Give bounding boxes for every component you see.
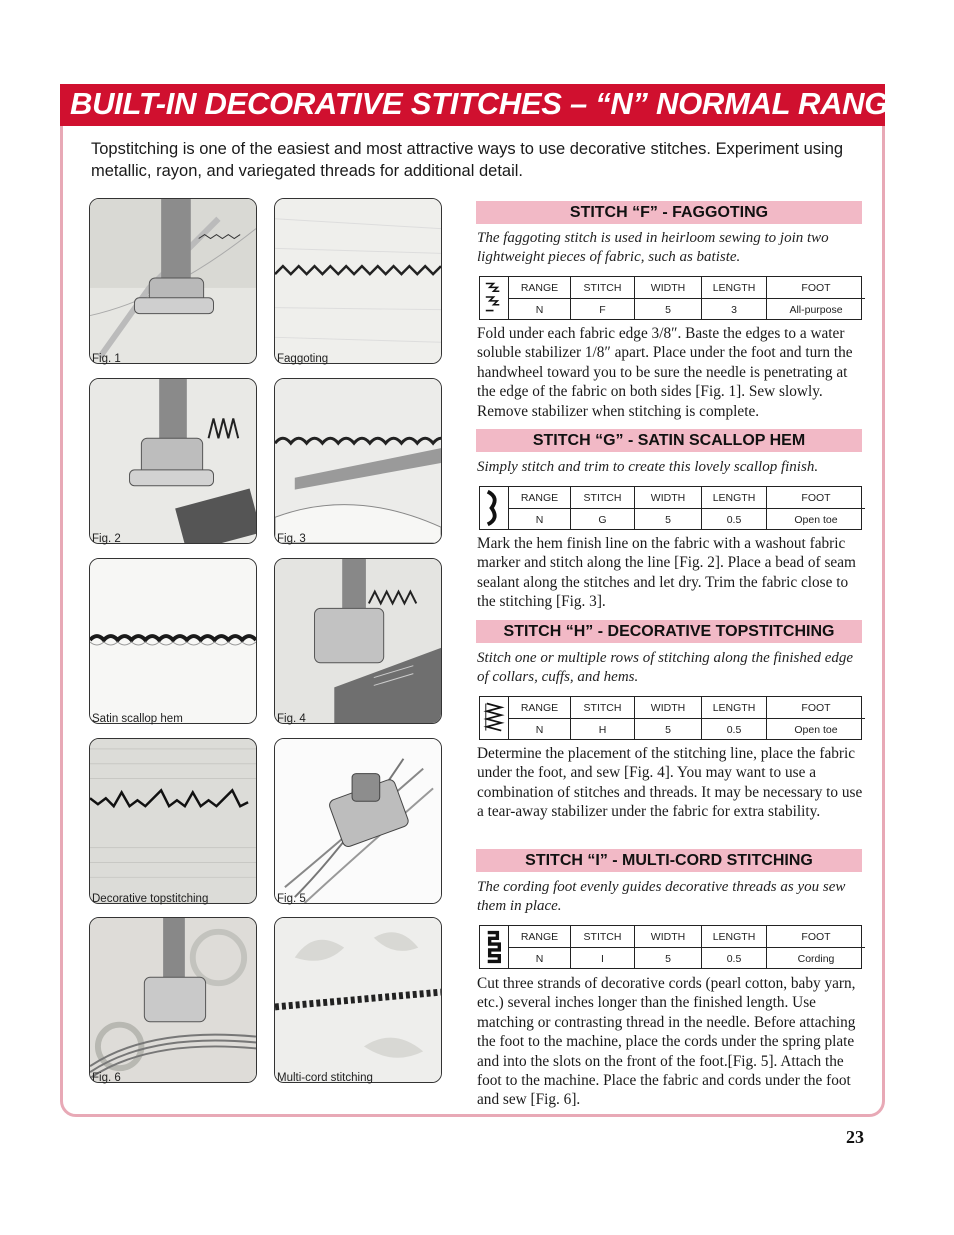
table-cell: 0.5 xyxy=(702,509,767,531)
figure-caption: Faggoting xyxy=(277,353,329,365)
table-header: RANGE xyxy=(509,926,571,948)
table-header: RANGE xyxy=(509,277,571,299)
table-cell: N xyxy=(509,719,571,741)
figure-caption: Fig. 4 xyxy=(277,713,306,725)
table-cell: 5 xyxy=(635,948,702,970)
stitch-settings-table xyxy=(479,925,862,969)
table-header: RANGE xyxy=(509,697,571,719)
table-header: FOOT xyxy=(767,697,866,719)
table-header: LENGTH xyxy=(702,277,767,299)
table-cell: 5 xyxy=(635,509,702,531)
satin-scallop-stitch-icon xyxy=(480,487,509,529)
topstitching-foot-photo xyxy=(274,558,442,724)
scallop-hem-sample-photo xyxy=(89,558,257,724)
multi-cord-sample-photo xyxy=(274,917,442,1083)
table-cell: 0.5 xyxy=(702,948,767,970)
figure-caption: Decorative topstitching xyxy=(92,893,209,905)
figure-caption: Multi-cord stitching xyxy=(277,1072,373,1084)
page-title: BUILT-IN DECORATIVE STITCHES – “N” NORMAL RANGE xyxy=(70,86,909,121)
stitch-settings-table xyxy=(479,276,862,320)
table-header: STITCH xyxy=(571,926,635,948)
page-number: 23 xyxy=(846,1127,864,1147)
topstitching-sample-photo xyxy=(89,738,257,904)
table-cell: N xyxy=(509,948,571,970)
section-body: Fold under each fabric edge 3/8″. Baste the edges to a water soluble stabilizer 1/8″ apart. Place under the foot and turn the handwheel toward you to be sure the needle is penetrating at the edge of the fabric on both sides [Fig. 1]. Sew slowly. Remove stabilizer when stitching is complete. xyxy=(477,325,853,420)
section-heading-decorative-topstitching: STITCH “H” - DECORATIVE TOPSTITCHING xyxy=(476,620,862,643)
table-header: RANGE xyxy=(509,487,571,509)
table-cell: Open toe xyxy=(767,509,866,531)
section-lead: The cording foot evenly guides decorative threads as you sew them in place. xyxy=(477,879,846,914)
table-cell: Open toe xyxy=(767,719,866,741)
zigzag-stitch-icon xyxy=(480,697,509,739)
title-banner xyxy=(60,84,909,126)
intro-text: Topstitching is one of the easiest and most attractive ways to use decorative stitches. Experiment using metallic, rayon, and variegated threads for additional detail. xyxy=(91,140,844,180)
table-cell: F xyxy=(571,299,635,321)
table-header: STITCH xyxy=(571,487,635,509)
section-lead: The faggoting stitch is used in heirloom sewing to join two lightweight pieces of fabric, such as batiste. xyxy=(477,230,829,265)
section-lead: Stitch one or multiple rows of stitching along the finished edge of collars, cuffs, and hems. xyxy=(477,650,854,685)
table-header: STITCH xyxy=(571,697,635,719)
multi-cord-stitch-icon xyxy=(480,926,509,968)
table-cell: All-purpose xyxy=(767,299,866,321)
table-cell: N xyxy=(509,509,571,531)
section-lead: Simply stitch and trim to create this lovely scallop finish. xyxy=(477,459,819,475)
figure-caption: Fig. 5 xyxy=(277,893,306,905)
table-header: WIDTH xyxy=(635,926,702,948)
section-heading-satin-scallop: STITCH “G” - SATIN SCALLOP HEM xyxy=(476,429,862,452)
figure-caption: Fig. 1 xyxy=(92,353,121,365)
table-header: FOOT xyxy=(767,926,866,948)
figure-caption: Fig. 2 xyxy=(92,533,121,545)
table-cell: 0.5 xyxy=(702,719,767,741)
section-body: Cut three strands of decorative cords (pearl cotton, baby yarn, etc.) several inches longer than the finished length. Use matching or contrasting thread in the needle. Before attaching the foot to the machine, place the cords under the spring plate and into the slots on the front of the foot.[Fig. 5]. Attach the foot to the machine. Place the fabric and cords under the foot and sew [Fig. 6]. xyxy=(477,975,856,1109)
stitch-settings-table xyxy=(479,696,862,740)
figure-caption: Fig. 6 xyxy=(92,1072,121,1084)
table-cell: Cording xyxy=(767,948,866,970)
table-header: WIDTH xyxy=(635,277,702,299)
table-header: WIDTH xyxy=(635,487,702,509)
table-cell: 5 xyxy=(635,719,702,741)
table-cell: I xyxy=(571,948,635,970)
table-cell: H xyxy=(571,719,635,741)
table-cell: 3 xyxy=(702,299,767,321)
faggoting-stitch-icon xyxy=(480,277,509,319)
presser-foot-marking-photo xyxy=(89,378,257,544)
table-header: FOOT xyxy=(767,277,866,299)
stitch-settings-table xyxy=(479,486,862,530)
section-heading-multi-cord: STITCH “I” - MULTI-CORD STITCHING xyxy=(476,849,862,872)
table-header: WIDTH xyxy=(635,697,702,719)
trimming-scallop-photo xyxy=(274,378,442,544)
figure-caption: Satin scallop hem xyxy=(92,713,183,725)
faggoting-sample-photo xyxy=(274,198,442,364)
presser-foot-sewing-photo xyxy=(89,198,257,364)
table-cell: 5 xyxy=(635,299,702,321)
multi-cord-sewing-photo xyxy=(89,917,257,1083)
figure-caption: Fig. 3 xyxy=(277,533,306,545)
table-cell: N xyxy=(509,299,571,321)
section-body: Mark the hem finish line on the fabric with a washout fabric marker and stitch along the line [Fig. 2]. Place a bead of seam sealant along the stitches and let dry. Trim the fabric close to the stitching [Fig. 3]. xyxy=(477,535,856,611)
table-header: LENGTH xyxy=(702,926,767,948)
table-header: STITCH xyxy=(571,277,635,299)
cording-foot-photo xyxy=(274,738,442,904)
table-cell: G xyxy=(571,509,635,531)
section-body: Determine the placement of the stitching line, place the fabric under the foot, and sew [Fig. 4]. You may want to use a combination of stitches and threads. It may be necessary to use a tear-away stabilizer under the fabric for extra stability. xyxy=(477,745,863,821)
table-header: LENGTH xyxy=(702,487,767,509)
table-header: LENGTH xyxy=(702,697,767,719)
table-header: FOOT xyxy=(767,487,866,509)
section-heading-faggoting: STITCH “F” - FAGGOTING xyxy=(476,201,862,224)
